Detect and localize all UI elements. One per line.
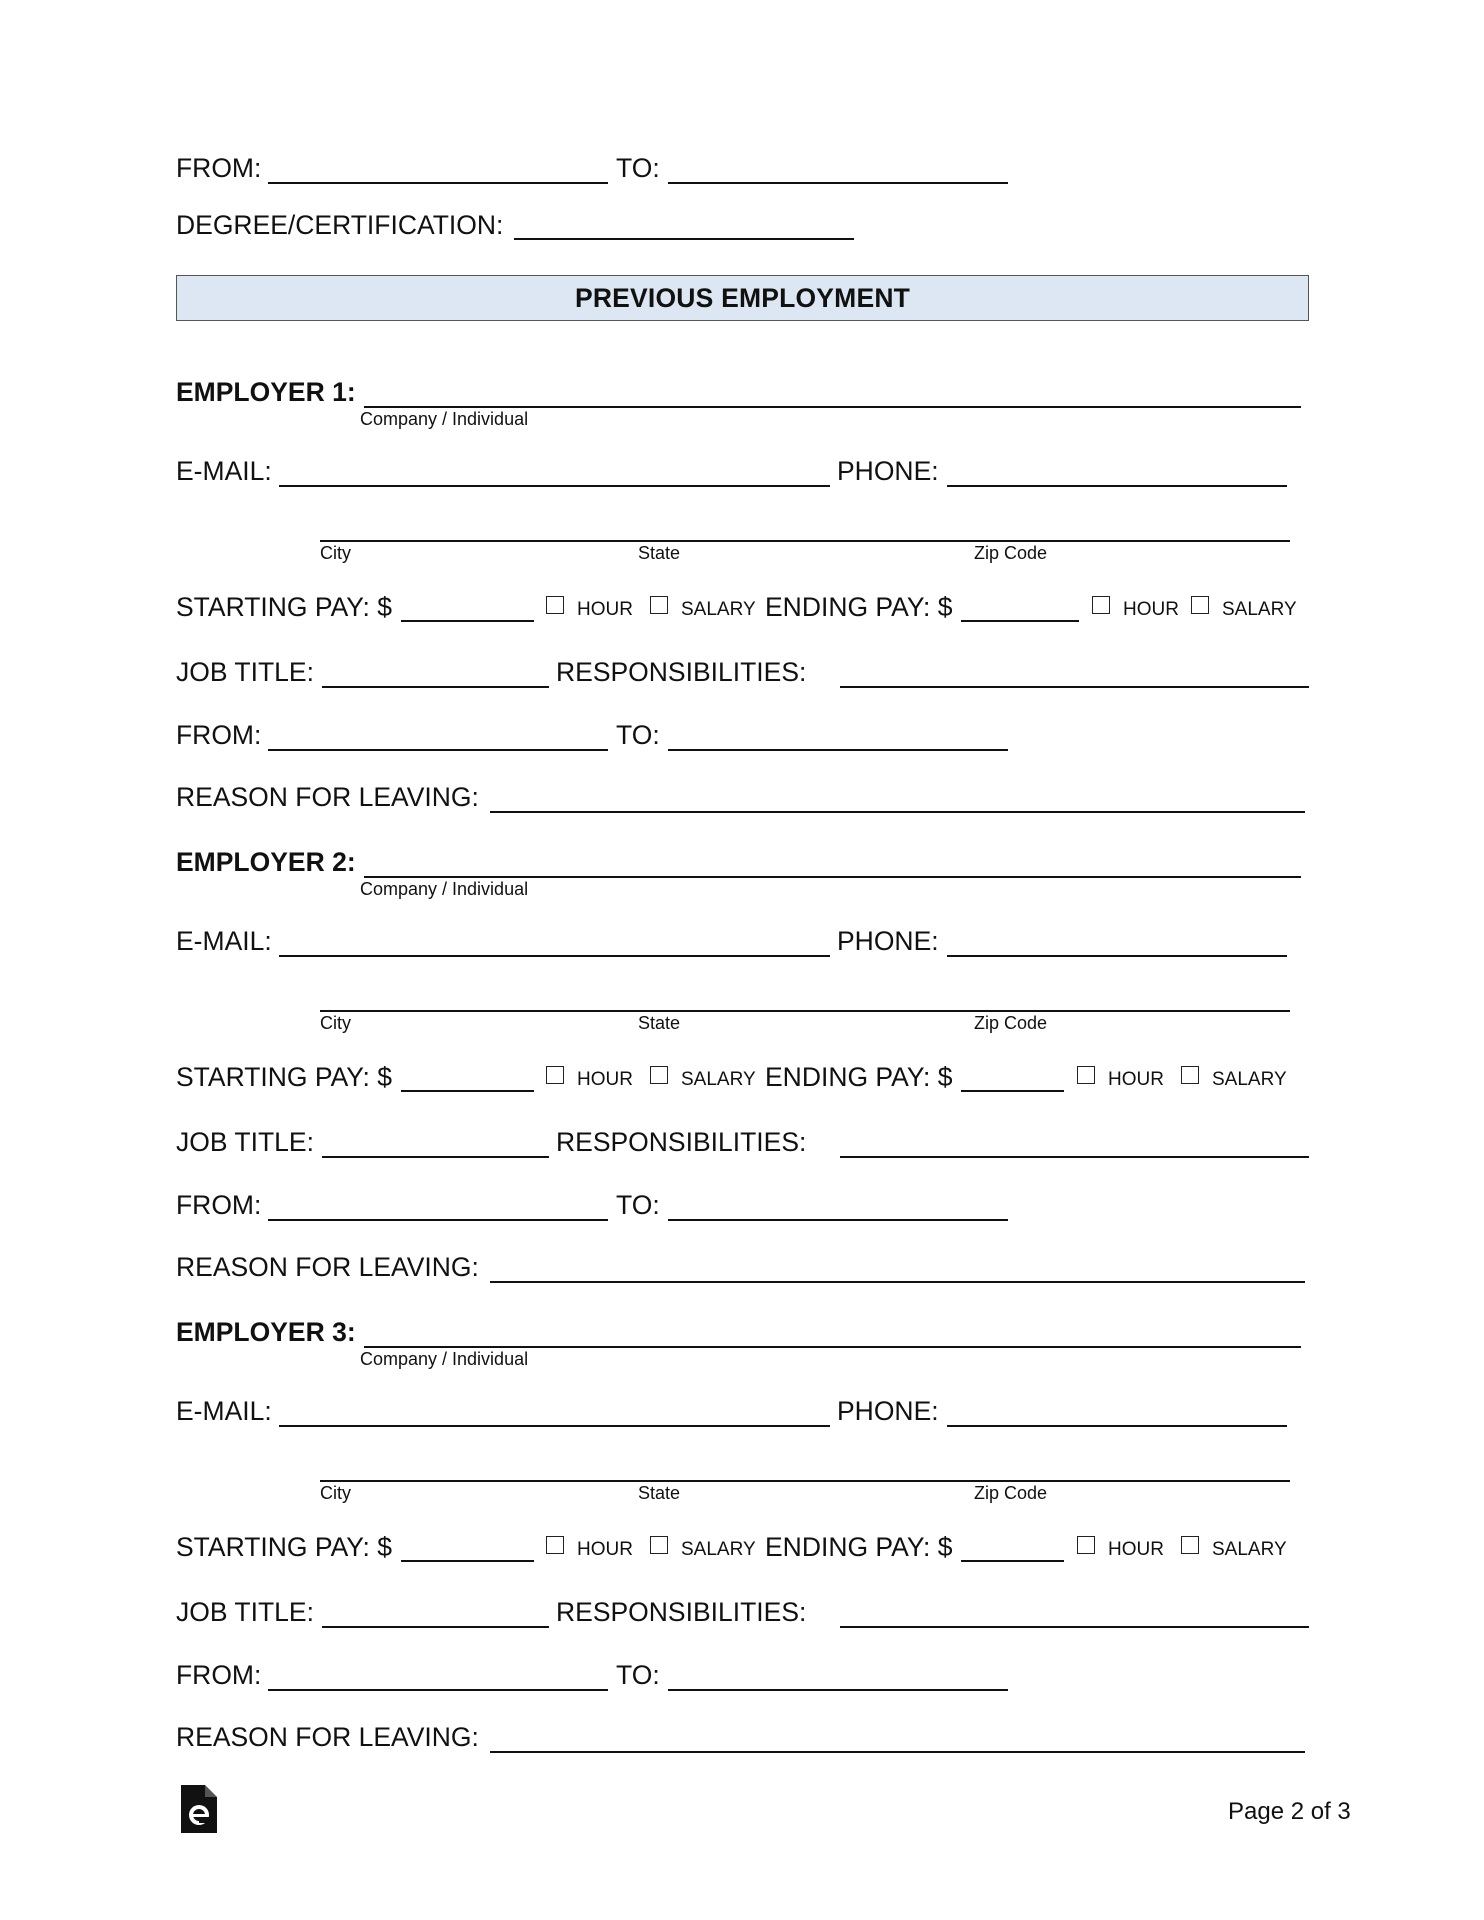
from-label: FROM: <box>176 1190 262 1220</box>
starting-hour-checkbox[interactable] <box>546 1536 564 1554</box>
job-title-field[interactable] <box>322 686 549 688</box>
section-title: PREVIOUS EMPLOYMENT <box>574 282 911 313</box>
starting-pay-field[interactable] <box>401 620 534 622</box>
email-field[interactable] <box>279 1425 830 1427</box>
eforms-logo-icon <box>181 1785 217 1833</box>
ending-hour-checkbox[interactable] <box>1077 1536 1095 1554</box>
state-caption: State <box>638 543 681 563</box>
job-title-field[interactable] <box>322 1626 549 1628</box>
reason-for-leaving-field[interactable] <box>490 811 1305 813</box>
from-field[interactable] <box>268 1689 608 1691</box>
ending-salary-checkbox[interactable] <box>1181 1066 1199 1084</box>
responsibilities-field[interactable] <box>840 1156 1309 1158</box>
starting-salary-checkbox[interactable] <box>650 1066 668 1084</box>
company-caption: Company / Individual <box>360 1349 529 1369</box>
job-title-label: JOB TITLE: <box>176 657 314 687</box>
city-caption: City <box>320 1483 351 1503</box>
address-field[interactable] <box>320 1010 1290 1012</box>
starting-pay-field[interactable] <box>401 1090 534 1092</box>
hour-label: HOUR <box>1108 1539 1164 1560</box>
salary-label: SALARY <box>1222 599 1297 620</box>
starting-pay-field[interactable] <box>401 1560 534 1562</box>
to-field[interactable] <box>668 182 1008 184</box>
address-field[interactable] <box>320 540 1290 542</box>
to-label: TO: <box>616 153 660 183</box>
email-field[interactable] <box>279 955 830 957</box>
job-title-label: JOB TITLE: <box>176 1597 314 1627</box>
from-label: FROM: <box>176 720 262 750</box>
ending-pay-label: ENDING PAY: $ <box>765 1062 953 1092</box>
reason-for-leaving-field[interactable] <box>490 1751 1305 1753</box>
state-caption: State <box>638 1013 681 1033</box>
to-field[interactable] <box>668 749 1008 751</box>
responsibilities-field[interactable] <box>840 686 1309 688</box>
employer-2-company-field[interactable] <box>364 876 1301 878</box>
hour-label: HOUR <box>1123 599 1179 620</box>
starting-hour-checkbox[interactable] <box>546 596 564 614</box>
salary-label: SALARY <box>681 1069 756 1090</box>
zip-caption: Zip Code <box>974 1013 1048 1033</box>
starting-pay-label: STARTING PAY: $ <box>176 1532 392 1562</box>
city-caption: City <box>320 543 351 563</box>
ending-pay-field[interactable] <box>961 620 1079 622</box>
ending-pay-field[interactable] <box>961 1090 1064 1092</box>
reason-for-leaving-field[interactable] <box>490 1281 1305 1283</box>
ending-salary-checkbox[interactable] <box>1191 596 1209 614</box>
from-field[interactable] <box>268 1219 608 1221</box>
hour-label: HOUR <box>577 1069 633 1090</box>
address-field[interactable] <box>320 1480 1290 1482</box>
ending-pay-field[interactable] <box>961 1560 1064 1562</box>
reason-for-leaving-label: REASON FOR LEAVING: <box>176 782 479 812</box>
responsibilities-label: RESPONSIBILITIES: <box>556 657 807 687</box>
responsibilities-label: RESPONSIBILITIES: <box>556 1127 807 1157</box>
responsibilities-field[interactable] <box>840 1626 1309 1628</box>
ending-pay-label: ENDING PAY: $ <box>765 1532 953 1562</box>
email-field[interactable] <box>279 485 830 487</box>
ending-pay-label: ENDING PAY: $ <box>765 592 953 622</box>
email-label: E-MAIL: <box>176 1396 272 1426</box>
starting-salary-checkbox[interactable] <box>650 1536 668 1554</box>
ending-hour-checkbox[interactable] <box>1077 1066 1095 1084</box>
to-label: TO: <box>616 1660 660 1690</box>
employer-1-label: EMPLOYER 1: <box>176 377 356 407</box>
starting-hour-checkbox[interactable] <box>546 1066 564 1084</box>
hour-label: HOUR <box>1108 1069 1164 1090</box>
phone-field[interactable] <box>947 485 1287 487</box>
to-field[interactable] <box>668 1219 1008 1221</box>
degree-field[interactable] <box>514 238 854 240</box>
starting-salary-checkbox[interactable] <box>650 596 668 614</box>
from-label: FROM: <box>176 153 262 183</box>
zip-caption: Zip Code <box>974 1483 1048 1503</box>
to-label: TO: <box>616 1190 660 1220</box>
page-number: Page 2 of 3 <box>1228 1798 1351 1825</box>
hour-label: HOUR <box>577 599 633 620</box>
reason-for-leaving-label: REASON FOR LEAVING: <box>176 1722 479 1752</box>
starting-pay-label: STARTING PAY: $ <box>176 1062 392 1092</box>
salary-label: SALARY <box>681 1539 756 1560</box>
salary-label: SALARY <box>681 599 756 620</box>
degree-label: DEGREE/CERTIFICATION: <box>176 210 504 240</box>
section-header <box>176 275 1309 321</box>
responsibilities-label: RESPONSIBILITIES: <box>556 1597 807 1627</box>
salary-label: SALARY <box>1212 1539 1287 1560</box>
ending-salary-checkbox[interactable] <box>1181 1536 1199 1554</box>
job-title-field[interactable] <box>322 1156 549 1158</box>
from-field[interactable] <box>268 182 608 184</box>
to-label: TO: <box>616 720 660 750</box>
phone-field[interactable] <box>947 955 1287 957</box>
state-caption: State <box>638 1483 681 1503</box>
salary-label: SALARY <box>1212 1069 1287 1090</box>
starting-pay-label: STARTING PAY: $ <box>176 592 392 622</box>
from-field[interactable] <box>268 749 608 751</box>
email-label: E-MAIL: <box>176 456 272 486</box>
phone-field[interactable] <box>947 1425 1287 1427</box>
hour-label: HOUR <box>577 1539 633 1560</box>
employer-1-company-field[interactable] <box>364 406 1301 408</box>
employer-3-label: EMPLOYER 3: <box>176 1317 356 1347</box>
company-caption: Company / Individual <box>360 409 529 429</box>
phone-label: PHONE: <box>837 926 939 956</box>
phone-label: PHONE: <box>837 456 939 486</box>
company-caption: Company / Individual <box>360 879 529 899</box>
from-label: FROM: <box>176 1660 262 1690</box>
employer-3-company-field[interactable] <box>364 1346 1301 1348</box>
reason-for-leaving-label: REASON FOR LEAVING: <box>176 1252 479 1282</box>
email-label: E-MAIL: <box>176 926 272 956</box>
to-field[interactable] <box>668 1689 1008 1691</box>
phone-label: PHONE: <box>837 1396 939 1426</box>
zip-caption: Zip Code <box>974 543 1048 563</box>
job-title-label: JOB TITLE: <box>176 1127 314 1157</box>
city-caption: City <box>320 1013 351 1033</box>
ending-hour-checkbox[interactable] <box>1092 596 1110 614</box>
employer-2-label: EMPLOYER 2: <box>176 847 356 877</box>
